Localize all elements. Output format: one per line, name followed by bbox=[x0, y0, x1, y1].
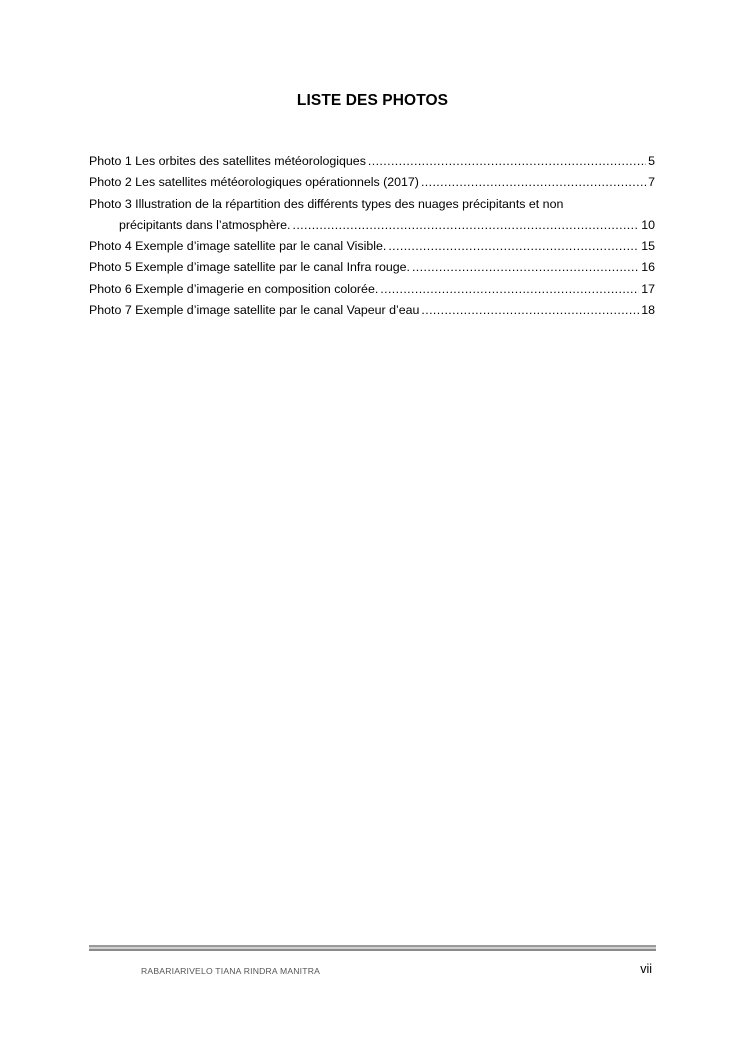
dot-leader bbox=[293, 215, 640, 236]
footer-author: RABARIARIVELO TIANA RINDRA MANITRA bbox=[141, 966, 321, 976]
entry-page: 18 bbox=[641, 303, 655, 318]
page-title: LISTE DES PHOTOS bbox=[296, 92, 449, 109]
entry-label: Photo 4 Exemple d’image satellite par le canal Visible. bbox=[89, 239, 387, 254]
list-item[interactable] bbox=[89, 194, 655, 237]
entry-label: Photo 1 Les orbites des satellites météorologiques bbox=[89, 154, 366, 168]
dot-leader bbox=[368, 151, 646, 172]
entry-label: Photo 3 Illustration de la répartition des différents types des nuages précipitants et non bbox=[89, 196, 564, 211]
footer-page-number: vii bbox=[640, 962, 652, 976]
entry-page: 10 bbox=[641, 217, 655, 232]
list-item[interactable] bbox=[89, 236, 655, 257]
dot-leader bbox=[421, 300, 639, 321]
list-item[interactable] bbox=[89, 300, 655, 321]
photo-list bbox=[89, 151, 655, 321]
dot-leader bbox=[421, 172, 646, 193]
list-item[interactable] bbox=[89, 151, 655, 172]
list-item[interactable] bbox=[89, 257, 655, 278]
entry-page: 5 bbox=[648, 154, 655, 168]
entry-label: Photo 6 Exemple d’imagerie en composition colorée. bbox=[89, 281, 379, 296]
list-item[interactable] bbox=[89, 279, 655, 300]
dot-leader bbox=[412, 257, 639, 278]
entry-page: 17 bbox=[641, 281, 655, 296]
entry-label: Photo 7 Exemple d’image satellite par le canal Vapeur d’eau bbox=[89, 303, 420, 318]
entry-label-continued: précipitants dans l’atmosphère. bbox=[119, 217, 291, 232]
list-item[interactable] bbox=[89, 172, 655, 193]
footer-divider bbox=[89, 945, 656, 951]
entry-label: Photo 5 Exemple d’image satellite par le canal Infra rouge. bbox=[89, 260, 410, 275]
entry-page: 16 bbox=[641, 260, 655, 275]
dot-leader bbox=[388, 236, 639, 257]
entry-page: 15 bbox=[641, 239, 655, 254]
dot-leader bbox=[380, 279, 639, 300]
entry-page: 7 bbox=[648, 175, 655, 190]
entry-label: Photo 2 Les satellites météorologiques opérationnels (2017) bbox=[89, 175, 419, 190]
